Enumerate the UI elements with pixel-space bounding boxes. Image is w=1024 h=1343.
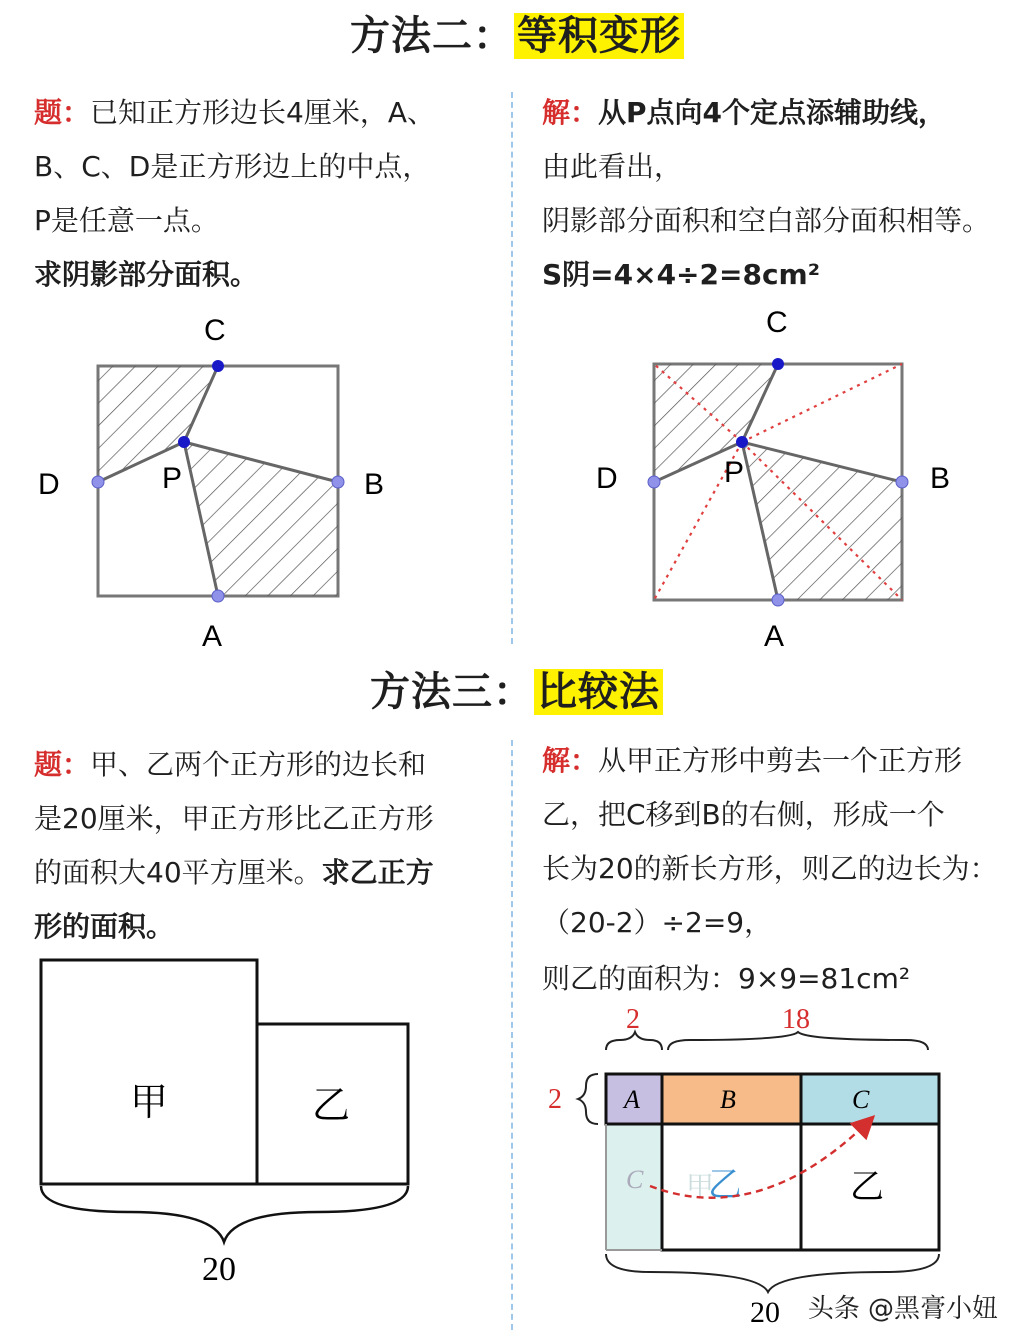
label-d: D bbox=[596, 462, 618, 495]
method2-left-figure bbox=[20, 300, 420, 660]
method3-problem-line2: 是20厘米，甲正方形比乙正方形 bbox=[34, 802, 434, 835]
method2-problem-line2: B、C、D是正方形边上的中点， bbox=[34, 150, 431, 183]
method2-solution-line2: 由此看出， bbox=[542, 150, 683, 183]
method2-problem-line3: P是任意一点。 bbox=[34, 204, 219, 237]
method3-solution-line1: 解：从甲正方形中剪去一个正方形 bbox=[542, 744, 963, 777]
label-d: D bbox=[38, 468, 60, 501]
dim-large-label: 18 bbox=[782, 1004, 810, 1035]
brace-total bbox=[41, 1186, 408, 1242]
watermark: 头条 @黑膏小妞 bbox=[800, 1286, 1006, 1327]
cell-b-label: B bbox=[720, 1085, 736, 1114]
method3-title-highlight: 比较法 bbox=[534, 669, 663, 715]
method3-right-figure bbox=[540, 1000, 960, 1330]
cell-c-ghost-label: C bbox=[626, 1165, 644, 1194]
problem-label: 题： bbox=[34, 748, 91, 781]
method3-problem-line4: 形的面积。 bbox=[34, 910, 175, 943]
label-c: C bbox=[204, 314, 226, 347]
problem-label: 题： bbox=[34, 96, 91, 129]
method2-title-highlight: 等积变形 bbox=[514, 13, 684, 59]
point-p-dot bbox=[736, 436, 748, 448]
method3-problem-line1: 题：甲、乙两个正方形的边长和 bbox=[34, 748, 427, 781]
square-jia bbox=[41, 960, 257, 1184]
method3-title: 方法三：比较法 bbox=[370, 664, 663, 720]
method2-solution-formula: S阴=4×4÷2=8cm² bbox=[542, 258, 820, 291]
method2-solution-line3: 阴影部分面积和空白部分面积相等。 bbox=[542, 204, 991, 237]
label-p: P bbox=[162, 462, 183, 495]
method3-left-figure bbox=[20, 950, 440, 1300]
cell-c-label: C bbox=[852, 1085, 870, 1114]
section-divider bbox=[511, 740, 513, 1330]
method2-right-figure bbox=[580, 296, 980, 656]
method3-solution-line3: 长为20的新长方形，则乙的边长为： bbox=[542, 852, 998, 885]
yi-label: 乙 bbox=[850, 1168, 884, 1206]
label-b: B bbox=[930, 462, 951, 495]
label-c: C bbox=[766, 306, 788, 339]
dim-side-label: 2 bbox=[548, 1084, 562, 1115]
label-jia: 甲 bbox=[130, 1082, 169, 1124]
method2-title: 方法二：等积变形 bbox=[350, 8, 684, 64]
label-yi: 乙 bbox=[312, 1085, 351, 1127]
point-a-dot bbox=[772, 594, 784, 606]
brace-small bbox=[606, 1032, 662, 1050]
brace-side bbox=[578, 1074, 598, 1124]
method3-solution-line5: 则乙的面积为：9×9=81cm² bbox=[542, 962, 911, 995]
point-c-dot bbox=[212, 360, 224, 372]
method3-solution-line2: 乙，把C移到B的右侧，形成一个 bbox=[542, 798, 945, 831]
dim-small-label: 2 bbox=[626, 1004, 640, 1035]
jia-ghost-label: 甲 bbox=[686, 1171, 715, 1202]
label-a: A bbox=[764, 620, 785, 653]
label-b: B bbox=[364, 468, 385, 501]
label-p: P bbox=[724, 456, 745, 489]
method2-solution-line1: 解：从P点向4个定点添辅助线， bbox=[542, 96, 947, 129]
point-b-dot bbox=[896, 476, 908, 488]
method3-solution-line4: （20-2）÷2=9， bbox=[542, 906, 773, 939]
solution-label: 解： bbox=[542, 744, 599, 777]
label-a: A bbox=[202, 620, 223, 653]
label-total: 20 bbox=[202, 1251, 236, 1288]
method2-problem-line1: 题：已知正方形边长4厘米，A、 bbox=[34, 96, 435, 129]
point-d-dot bbox=[648, 476, 660, 488]
point-b-dot bbox=[332, 476, 344, 488]
point-c-dot bbox=[772, 358, 784, 370]
point-p-dot bbox=[178, 436, 190, 448]
yi-blue-label: 乙 bbox=[708, 1166, 742, 1204]
cell-c bbox=[801, 1074, 939, 1124]
section-divider bbox=[511, 92, 513, 644]
method2-problem-ask: 求阴影部分面积。 bbox=[34, 258, 259, 291]
point-a-dot bbox=[212, 590, 224, 602]
cell-a-label: A bbox=[624, 1085, 640, 1114]
method3-problem-line3: 的面积大40平方厘米。求乙正方 bbox=[34, 856, 434, 889]
move-arrow bbox=[650, 1120, 870, 1198]
label-total: 20 bbox=[750, 1296, 780, 1329]
point-d-dot bbox=[92, 476, 104, 488]
solution-label: 解： bbox=[542, 96, 599, 129]
